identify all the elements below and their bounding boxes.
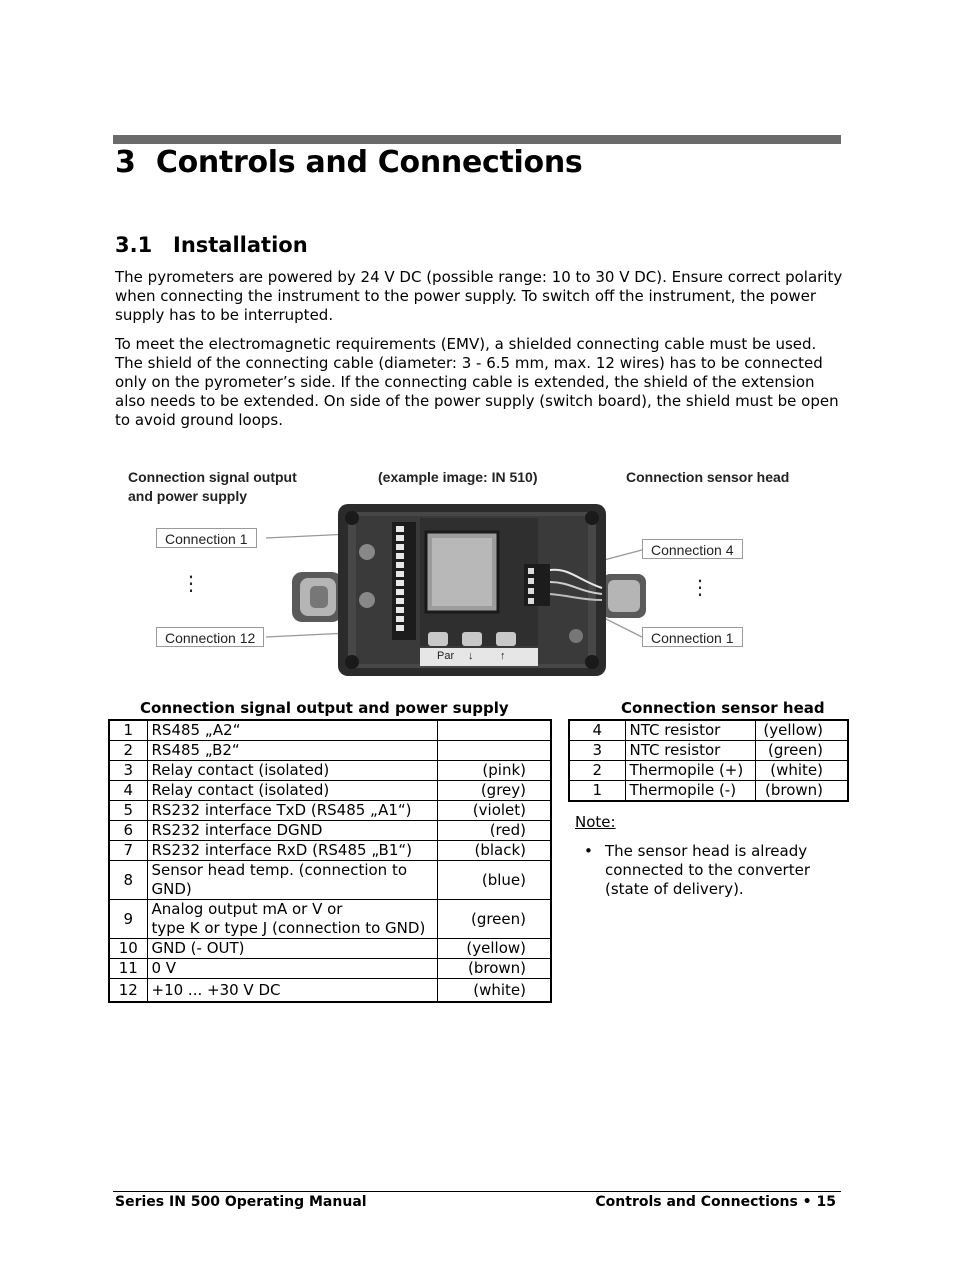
figure-label-left-line1: Connection signal output [128,469,297,485]
pin-number: 6 [109,821,147,841]
pin-description: NTC resistor [625,720,755,741]
figure-label-center: (example image: IN 510) [378,469,538,485]
chapter-title [115,145,582,180]
pin-description [147,900,437,939]
pin-description: RS232 interface TxD (RS485 „A1“) [147,801,437,821]
par-label: Par [437,650,455,662]
pin-description: Relay contact (isolated) [147,781,437,801]
paragraph-power: The pyrometers are powered by 24 V DC (possible range: 10 to 30 V DC). Ensure correct polarity when connecting the instrument to the power supply. To switch off the instrument, the power supply has to be interrupted. [115,268,843,324]
pin-number: 11 [109,959,147,979]
section-title: Installation [173,233,308,257]
pin-description: Thermopile (+) [625,761,755,781]
pin-number: 7 [109,841,147,861]
pin-number: 8 [109,861,147,900]
callout-left-connection-12: Connection 12 [156,627,264,647]
table-row [109,841,551,861]
chapter-number: 3 [115,145,136,180]
ellipsis-right: ⋮ [690,575,710,599]
table-row [109,939,551,959]
up-arrow-label: ↑ [500,650,506,662]
table-row [569,741,848,761]
down-arrow-label: ↓ [468,650,474,662]
table-row [109,861,551,900]
wire-color: (yellow) [437,939,551,959]
pin-description: GND (- OUT) [147,939,437,959]
table-row [109,821,551,841]
pin-description: NTC resistor [625,741,755,761]
note-bullet-item [584,842,824,899]
footer-rule [113,1191,841,1192]
wire-color: (yellow) [755,720,848,741]
pin-number: 3 [109,761,147,781]
chapter-title-text: Controls and Connections [155,145,583,180]
callout-right-connection-4: Connection 4 [642,539,743,559]
right-table-title: Connection sensor head [621,699,825,717]
note-label: Note: [575,813,616,831]
pin-number: 3 [569,741,625,761]
connection-figure [120,460,800,682]
table-row [109,900,551,939]
wire-color: (green) [755,741,848,761]
pin-description: RS232 interface DGND [147,821,437,841]
table-row [109,741,551,761]
pin-description: RS485 „A2“ [147,720,437,741]
table-row [109,781,551,801]
wire-color: (grey) [437,781,551,801]
wire-color: (pink) [437,761,551,781]
pin-number: 1 [569,781,625,802]
table-row [109,720,551,741]
bullet-icon: • [584,842,593,860]
pin-number: 1 [109,720,147,741]
wire-color: (white) [437,979,551,1003]
section-heading [115,233,308,257]
pin-number: 4 [109,781,147,801]
pin-description: Sensor head temp. (connection to GND) [147,861,437,900]
pin-description-line1: Analog output mA or V or [151,900,343,918]
figure-label-left-line2: and power supply [128,488,248,504]
chapter-rule [113,135,841,144]
pin-number: 12 [109,979,147,1003]
pin-description: 0 V [147,959,437,979]
footer-left: Series IN 500 Operating Manual [115,1194,367,1210]
pin-number: 2 [569,761,625,781]
wire-color [437,741,551,761]
table-row [569,720,848,741]
table-row [109,979,551,1003]
figure-label-right: Connection sensor head [626,469,790,485]
pin-description: +10 ... +30 V DC [147,979,437,1003]
pin-description: Relay contact (isolated) [147,761,437,781]
section-number: 3.1 [115,233,153,257]
callout-right-connection-1: Connection 1 [642,627,743,647]
pin-description-line2: type K or type J (connection to GND) [151,919,426,937]
device-photo [120,460,800,682]
pin-description: RS232 interface RxD (RS485 „B1“) [147,841,437,861]
pin-number: 4 [569,720,625,741]
wire-color: (blue) [437,861,551,900]
table-row [109,801,551,821]
sensor-head-table [568,719,849,802]
pin-number: 9 [109,900,147,939]
pin-number: 2 [109,741,147,761]
wire-color: (black) [437,841,551,861]
table-row [109,959,551,979]
pin-number: 5 [109,801,147,821]
pin-description: RS485 „B2“ [147,741,437,761]
wire-color: (brown) [755,781,848,802]
signal-output-table [108,719,552,1003]
wire-color [437,720,551,741]
pin-number: 10 [109,939,147,959]
wire-color: (red) [437,821,551,841]
wire-color: (green) [437,900,551,939]
ellipsis-left: ⋮ [181,571,201,595]
wire-color: (brown) [437,959,551,979]
pin-description: Thermopile (-) [625,781,755,802]
note-text: The sensor head is already connected to the converter (state of delivery). [605,842,811,898]
footer-right: Controls and Connections • 15 [595,1194,836,1210]
table-row [109,761,551,781]
table-row [569,781,848,802]
wire-color: (violet) [437,801,551,821]
callout-left-connection-1: Connection 1 [156,528,257,548]
table-row [569,761,848,781]
wire-color: (white) [755,761,848,781]
paragraph-emv: To meet the electromagnetic requirements (EMV), a shielded connecting cable must be used. The shield of the connecting cable (diameter: 3 - 6.5 mm, max. 12 wires) has to be connected only on the pyrometer’s side. If the connecting cable is extended, the shield of the extension also needs to be extended. On side of the power supply (switch board), the shield must be open to avoid ground loops. [115,335,839,429]
left-table-title: Connection signal output and power supply [140,699,509,717]
